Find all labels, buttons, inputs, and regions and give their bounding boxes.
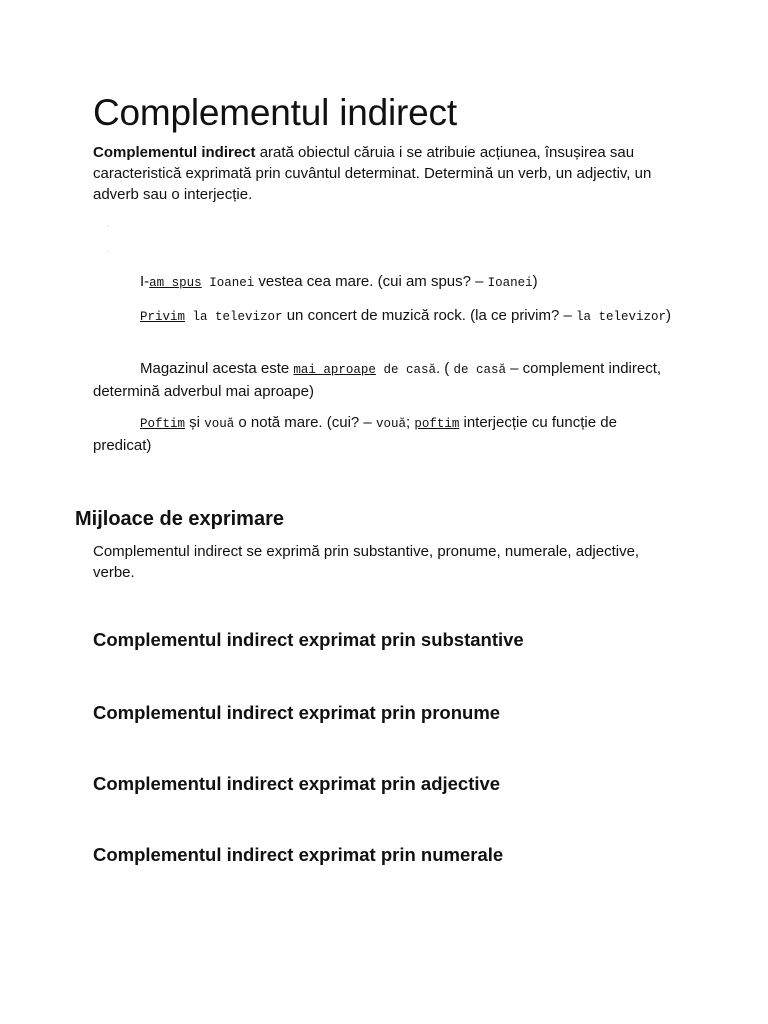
example-verb: Privim (140, 310, 186, 324)
section-heading: Mijloace de exprimare (75, 508, 284, 530)
page-title: Complementul indirect (93, 92, 457, 133)
bullet-marker: · (106, 221, 110, 232)
section-text: Complementul indirect se exprimă prin substantive, pronume, numerale, adjective, verbe. (93, 543, 640, 581)
example-3: Magazinul acesta este mai aproape de casă. ( de casă – complement indirect, determină adverbul mai aproape) (93, 360, 662, 400)
intro-term: Complementul indirect (93, 144, 256, 161)
subheading-substantive: Complementul indirect exprimat prin substantive (93, 629, 524, 650)
example-interjection: Poftim (140, 417, 186, 431)
example-2: Privim la televizor un concert de muzică rock. (la ce privim? – la televizor) (140, 307, 672, 324)
subheading-numerale: Complementul indirect exprimat prin numerale (93, 844, 504, 865)
subheading-pronume: Complementul indirect exprimat prin pronume (93, 702, 501, 723)
bullet-marker: · (106, 246, 110, 257)
intro-paragraph (93, 142, 668, 205)
example-complement: Ioanei (209, 276, 255, 290)
example-verb: am spus (149, 276, 202, 290)
example-complement: la televizor (185, 310, 283, 324)
example-complement: vouă (204, 417, 235, 431)
intro-definition: arată obiectul căruia i se atribuie acțiunea, însușirea sau caracteristică exprimată prin cuvântul determinat. Determină un verb, un adjectiv, un adverb sau o interjecție. (93, 144, 652, 203)
example-4: Poftim și vouă o notă mare. (cui? – vouă; poftim interjecție cu funcție de predicat) (93, 414, 617, 454)
example-1: I-am spus Ioanei vestea cea mare. (cui am spus? – Ioanei) (140, 273, 538, 290)
example-adverb: mai aproape (293, 363, 376, 377)
example-complement: de casă (375, 363, 436, 377)
subheading-adjective: Complementul indirect exprimat prin adjective (93, 773, 501, 794)
